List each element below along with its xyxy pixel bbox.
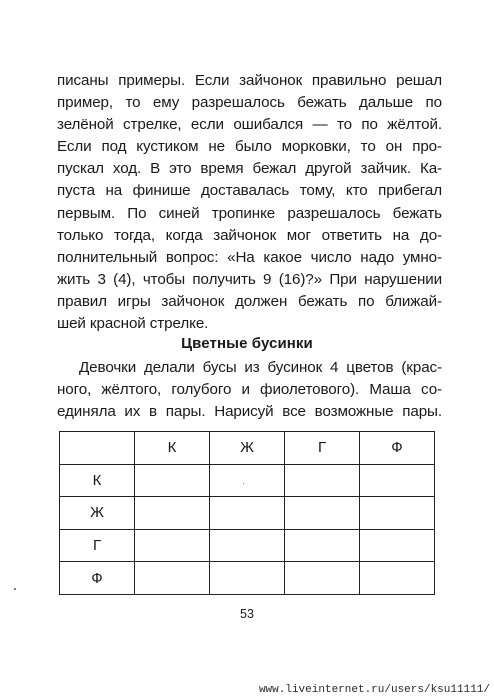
bead-pairs-table <box>59 431 435 595</box>
empty-answer-cell[interactable] <box>285 464 360 497</box>
table-header-row <box>60 432 435 465</box>
body-paragraph <box>57 70 442 335</box>
empty-answer-cell[interactable] <box>210 529 285 562</box>
task-line: ного, жёлтого, голубого и фиолетового). Маша со- <box>57 381 442 399</box>
empty-answer-cell[interactable] <box>360 562 435 595</box>
task-line: Девочки делали бусы из бусинок 4 цветов (крас- <box>79 359 442 376</box>
empty-answer-cell[interactable] <box>210 562 285 595</box>
paragraph-line: зелёной стрелке, если ошибался — то по жёлтой. <box>57 116 442 134</box>
task-line: единяла их в пары. Нарисуй все возможные пары. <box>57 403 442 421</box>
empty-answer-cell[interactable] <box>285 497 360 530</box>
column-header-cell: Ф <box>360 432 435 465</box>
empty-answer-cell[interactable] <box>360 529 435 562</box>
empty-answer-cell[interactable] <box>285 562 360 595</box>
table-row <box>60 529 435 562</box>
section-heading: Цветные бусинки <box>181 335 313 352</box>
paragraph-line: шей красной стрелке. <box>57 315 209 333</box>
paragraph-line: правил игры зайчонок должен бежать по ближай- <box>57 292 442 310</box>
page-number: 53 <box>240 607 254 621</box>
task-paragraph <box>57 357 442 423</box>
paragraph-line: Если под кустиком не было морковки, то он про- <box>57 138 442 156</box>
column-header-cell: К <box>135 432 210 465</box>
table-row <box>60 562 435 595</box>
row-header-cell: Г <box>60 529 135 562</box>
empty-answer-cell[interactable] <box>135 497 210 530</box>
paragraph-line: пускал ход. В это время бежал другой зайчик. Ка- <box>57 160 442 178</box>
scan-speck <box>243 483 244 484</box>
empty-answer-cell[interactable] <box>135 562 210 595</box>
paragraph-line: жить 3 (4), чтобы получить 9 (16)?» При нарушении <box>57 270 442 288</box>
paragraph-line: первым. По синей тропинке разрешалось бежать <box>57 204 442 222</box>
empty-answer-cell[interactable] <box>135 464 210 497</box>
empty-answer-cell[interactable] <box>210 464 285 497</box>
table-corner-cell <box>60 432 135 465</box>
row-header-cell: Ж <box>60 497 135 530</box>
paragraph-line: пуста на финише доставалась тому, кто прибегал <box>57 182 442 200</box>
paragraph-line: писаны примеры. Если зайчонок правильно решал <box>57 72 442 89</box>
watermark-url: www.liveinternet.ru/users/ksu11111/ <box>258 684 490 696</box>
column-header-cell: Г <box>285 432 360 465</box>
column-header-cell: Ж <box>210 432 285 465</box>
empty-answer-cell[interactable] <box>210 497 285 530</box>
table-row <box>60 497 435 530</box>
paragraph-line: пример, то ему разрешалось бежать дальше по <box>57 94 442 112</box>
table-row <box>60 464 435 497</box>
row-header-cell: Ф <box>60 562 135 595</box>
empty-answer-cell[interactable] <box>285 529 360 562</box>
paragraph-line: только тогда, когда зайчонок мог ответить на до- <box>57 226 442 244</box>
empty-answer-cell[interactable] <box>360 464 435 497</box>
paragraph-line: полнительный вопрос: «На какое число надо умно- <box>57 248 442 266</box>
scan-speck <box>14 588 16 590</box>
empty-answer-cell[interactable] <box>135 529 210 562</box>
row-header-cell: К <box>60 464 135 497</box>
empty-answer-cell[interactable] <box>360 497 435 530</box>
